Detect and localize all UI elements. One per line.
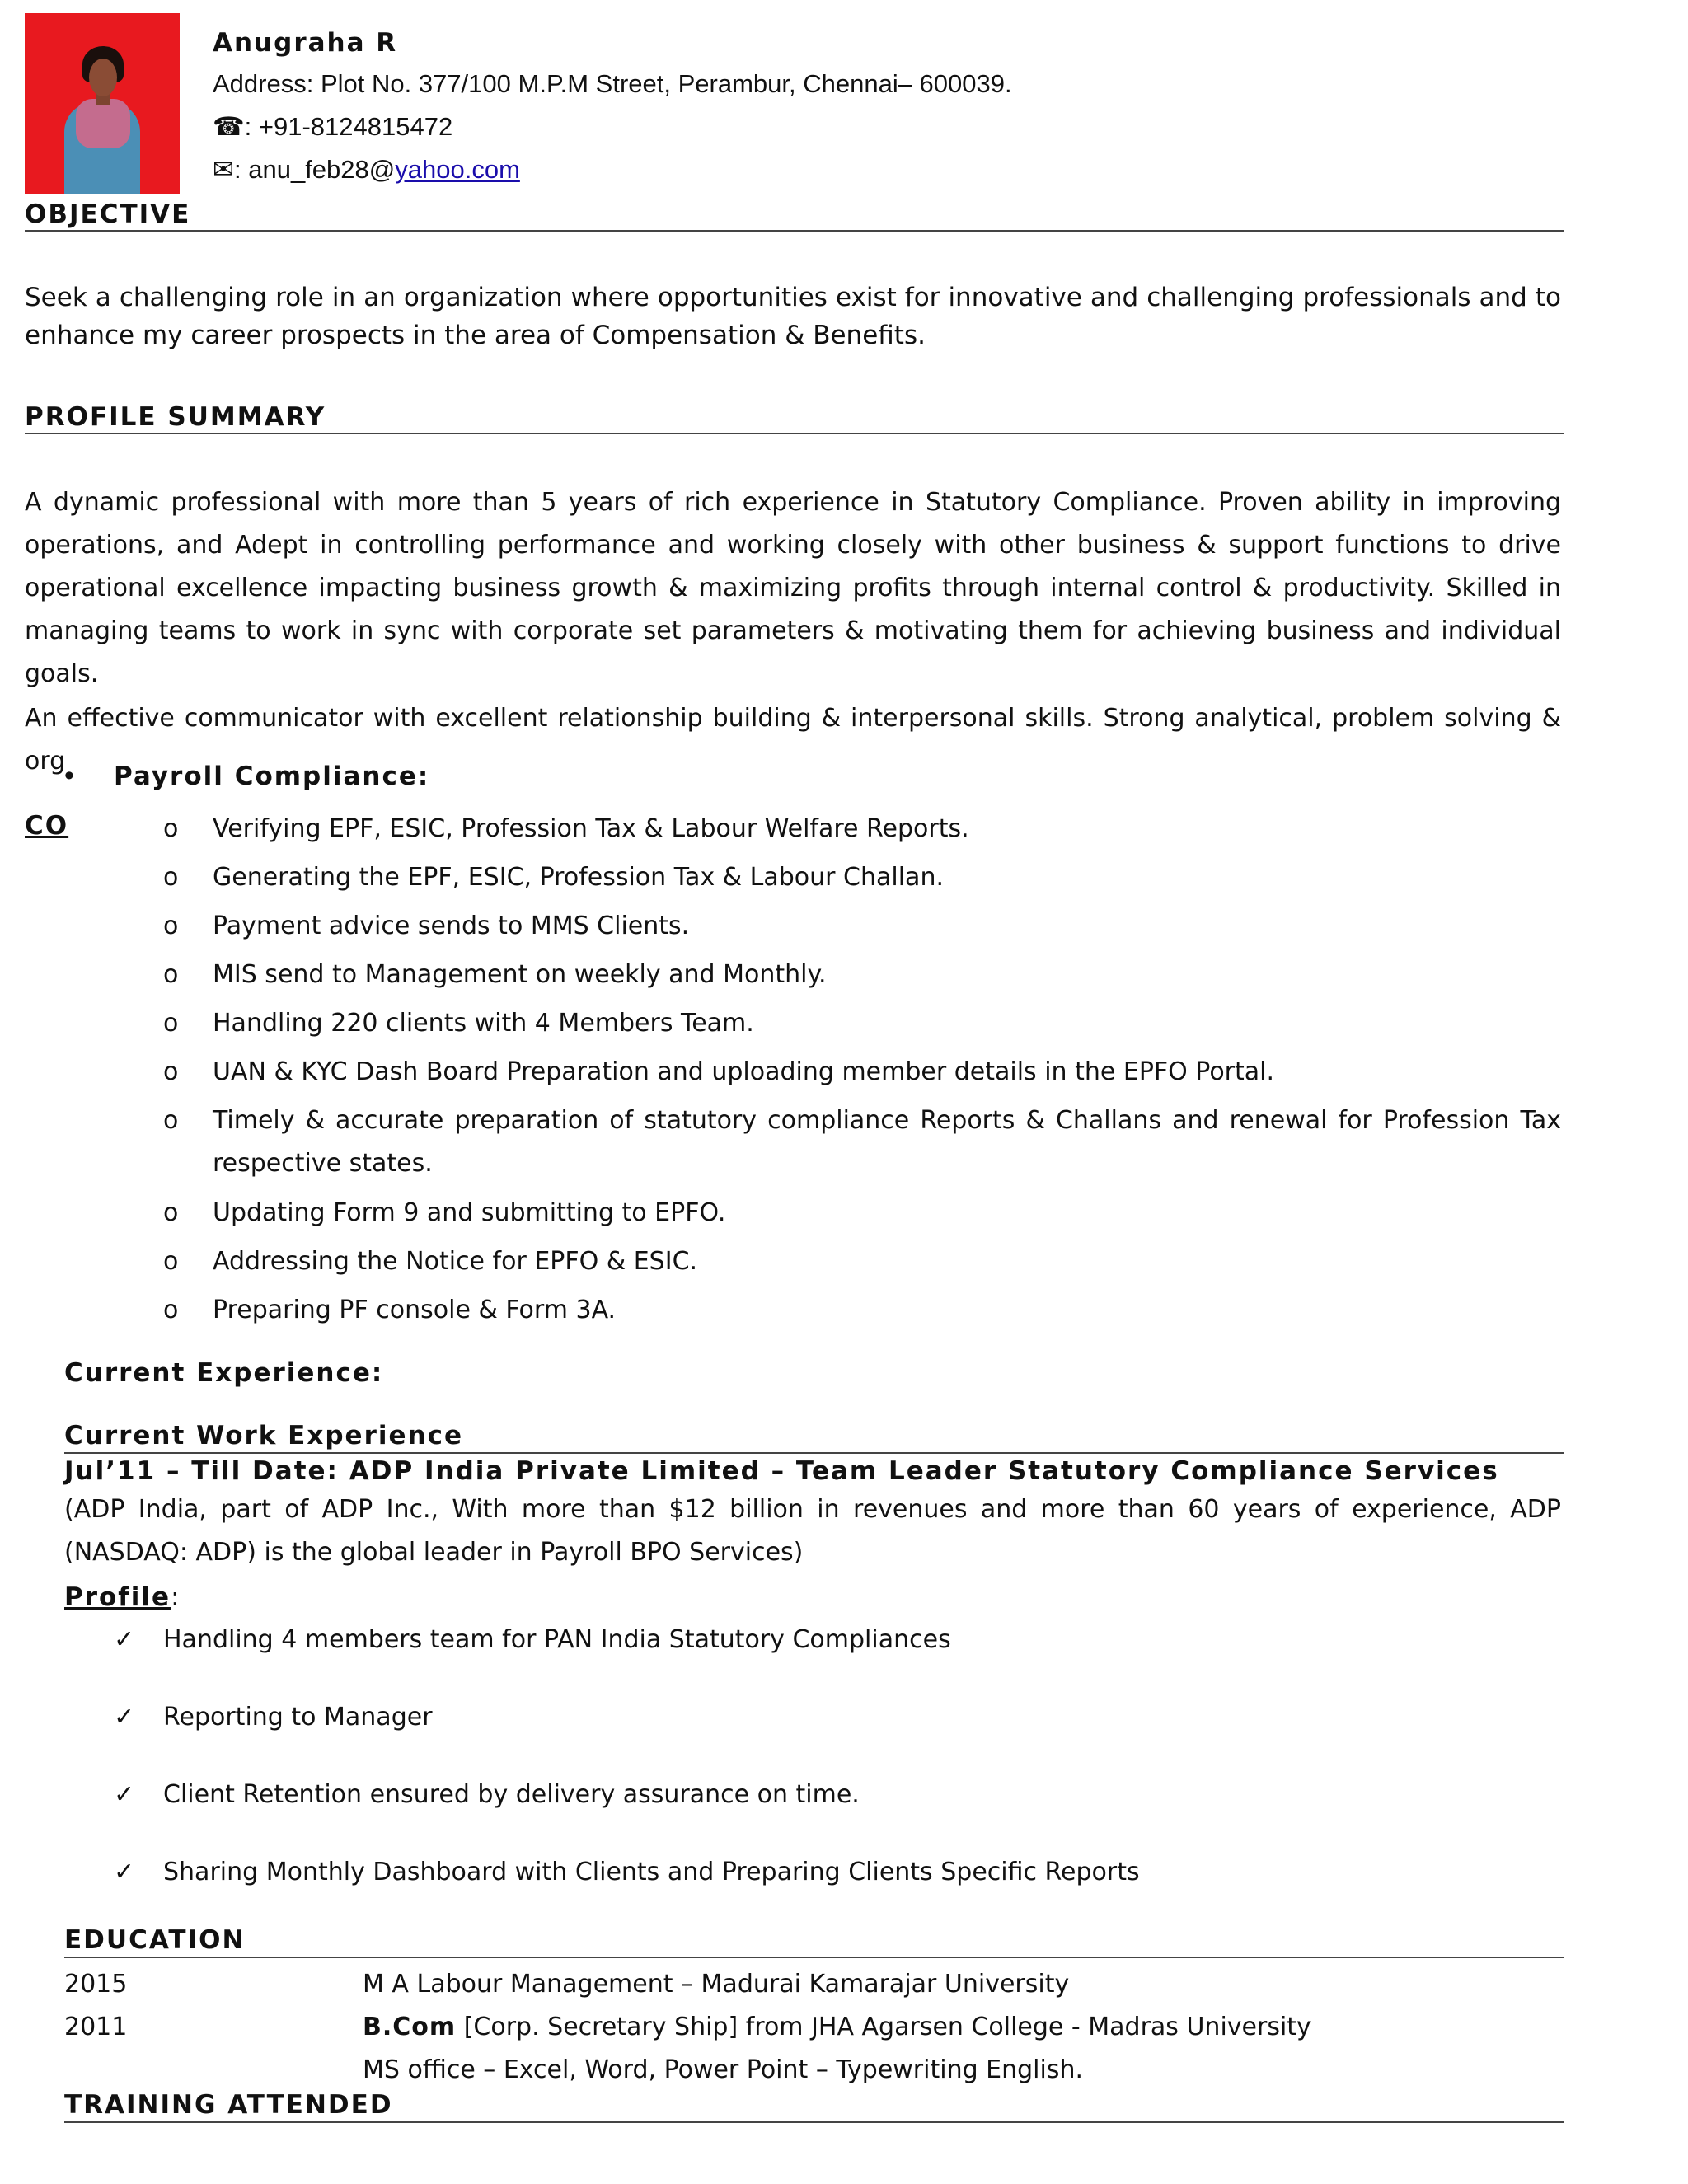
- profile-summary-heading: PROFILE SUMMARY: [25, 402, 326, 432]
- profile-summary-cut-text: org: [25, 747, 66, 776]
- payroll-compliance-item: MIS send to Management on weekly and Monthly.: [213, 960, 827, 989]
- phone-icon: ☎: [213, 112, 245, 141]
- education-text: MS office – Excel, Word, Power Point – Typewriting English.: [363, 2055, 1084, 2084]
- payroll-compliance-item: Addressing the Notice for EPFO & ESIC.: [213, 1247, 698, 1276]
- checkmark-icon: ✓: [114, 1858, 135, 1886]
- objective-heading: OBJECTIVE: [25, 199, 191, 229]
- payroll-compliance-item: Handling 220 clients with 4 Members Team.: [213, 1009, 754, 1038]
- email-link[interactable]: yahoo.com: [395, 155, 520, 184]
- education-year: 2011: [64, 2013, 128, 2041]
- bullet-circle-icon: o: [163, 1198, 179, 1227]
- payroll-compliance-item: Generating the EPF, ESIC, Profession Tax & Labour Challan.: [213, 863, 944, 892]
- profile-label: Profile:: [64, 1582, 181, 1612]
- bullet-circle-icon: o: [163, 1247, 179, 1276]
- education-detail: [363, 2006, 1311, 2049]
- profile-item: Handling 4 members team for PAN India Statutory Compliances: [163, 1625, 951, 1654]
- bullet-circle-icon: o: [163, 1296, 179, 1324]
- training-attended-heading: TRAINING ATTENDED: [64, 2090, 393, 2120]
- degree-name: B.Com: [363, 2013, 457, 2041]
- payroll-compliance-item: Verifying EPF, ESIC, Profession Tax & Labour Welfare Reports.: [213, 814, 969, 843]
- profile-item: Client Retention ensured by delivery assurance on time.: [163, 1780, 860, 1809]
- role-line: Jul’11 – Till Date: ADP India Private Limited – Team Leader Statutory Compliance Services: [64, 1456, 1499, 1486]
- payroll-compliance-item: respective states.: [213, 1149, 433, 1178]
- experience-divider: [64, 1452, 1564, 1454]
- bullet-circle-icon: o: [163, 863, 179, 892]
- bullet-circle-icon: o: [163, 912, 179, 940]
- company-description: (ADP India, part of ADP Inc., With more than $12 billion in revenues and more than 60 years of experience, ADP (NASDAQ: ADP) is the global leader in Payroll BPO Services): [64, 1495, 1561, 1567]
- education-text: M A Labour Management – Madurai Kamarajar University: [363, 1970, 1070, 1999]
- payroll-compliance-item: Preparing PF console & Form 3A.: [213, 1296, 617, 1324]
- profile-summary-paragraph-1: A dynamic professional with more than 5 years of rich experience in Statutory Compliance. Proven ability in improving operations, and Adept in controlling performance and working closely with other business & support functions to drive operational excellence impacting business growth & maximizing profits through internal control & productivity. Skilled in managing teams to work in sync with corporate set parameters & motivating them for achieving business and individual goals.: [25, 488, 1561, 688]
- phone-number: +91-8124815472: [258, 112, 453, 141]
- payroll-compliance-item: Timely & accurate preparation of statutory compliance Reports & Challans and renewal for Profession Tax: [213, 1106, 1561, 1135]
- training-divider: [64, 2121, 1564, 2123]
- core-competencies-heading-cut: CO: [25, 811, 69, 841]
- education-heading: EDUCATION: [64, 1925, 246, 1955]
- checkmark-icon: ✓: [114, 1780, 135, 1809]
- payroll-compliance-item: Updating Form 9 and submitting to EPFO.: [213, 1198, 726, 1227]
- envelope-icon: ✉: [213, 155, 234, 184]
- payroll-compliance-item: UAN & KYC Dash Board Preparation and uploading member details in the EPFO Portal.: [213, 1057, 1275, 1086]
- education-divider: [64, 1957, 1564, 1958]
- profile-summary-divider: [25, 433, 1564, 434]
- address-line: Address: Plot No. 377/100 M.P.M Street, Perambur, Chennai– 600039.: [213, 69, 1012, 98]
- bullet-circle-icon: o: [163, 1106, 179, 1135]
- bullet-dot: •: [64, 760, 74, 791]
- payroll-compliance-item: Payment advice sends to MMS Clients.: [213, 912, 690, 940]
- bullet-circle-icon: o: [163, 960, 179, 989]
- education-year: 2015: [64, 1970, 128, 1999]
- education-detail: [363, 2049, 1083, 2092]
- profile-item: Reporting to Manager: [163, 1703, 433, 1732]
- objective-text: Seek a challenging role in an organization where opportunities exist for innovative and challenging professionals and to enhance my career prospects in the area of Compensation & Benefits.: [25, 283, 1561, 350]
- bullet-circle-icon: o: [163, 1057, 179, 1086]
- objective-divider: [25, 230, 1564, 232]
- education-detail: [363, 1963, 1069, 2006]
- current-work-experience-heading: Current Work Experience: [64, 1421, 463, 1451]
- profile-summary-paragraph-2: An effective communicator with excellent relationship building & interpersonal skills. Strong analytical, problem solving &: [25, 704, 1561, 733]
- candidate-name: Anugraha R: [213, 28, 398, 58]
- profile-item: Sharing Monthly Dashboard with Clients and Preparing Clients Specific Reports: [163, 1858, 1140, 1886]
- payroll-compliance-heading: Payroll Compliance:: [114, 762, 430, 791]
- phone-line: ☎: +91-8124815472: [213, 112, 453, 141]
- current-experience-label: Current Experience:: [64, 1358, 384, 1388]
- bullet-circle-icon: o: [163, 814, 179, 843]
- checkmark-icon: ✓: [114, 1625, 135, 1654]
- email-line: ✉: anu_feb28@yahoo.com: [213, 155, 520, 184]
- bullet-circle-icon: o: [163, 1009, 179, 1038]
- profile-photo: [25, 13, 180, 194]
- education-text: [Corp. Secretary Ship] from JHA Agarsen College - Madras University: [456, 2013, 1311, 2041]
- checkmark-icon: ✓: [114, 1703, 135, 1732]
